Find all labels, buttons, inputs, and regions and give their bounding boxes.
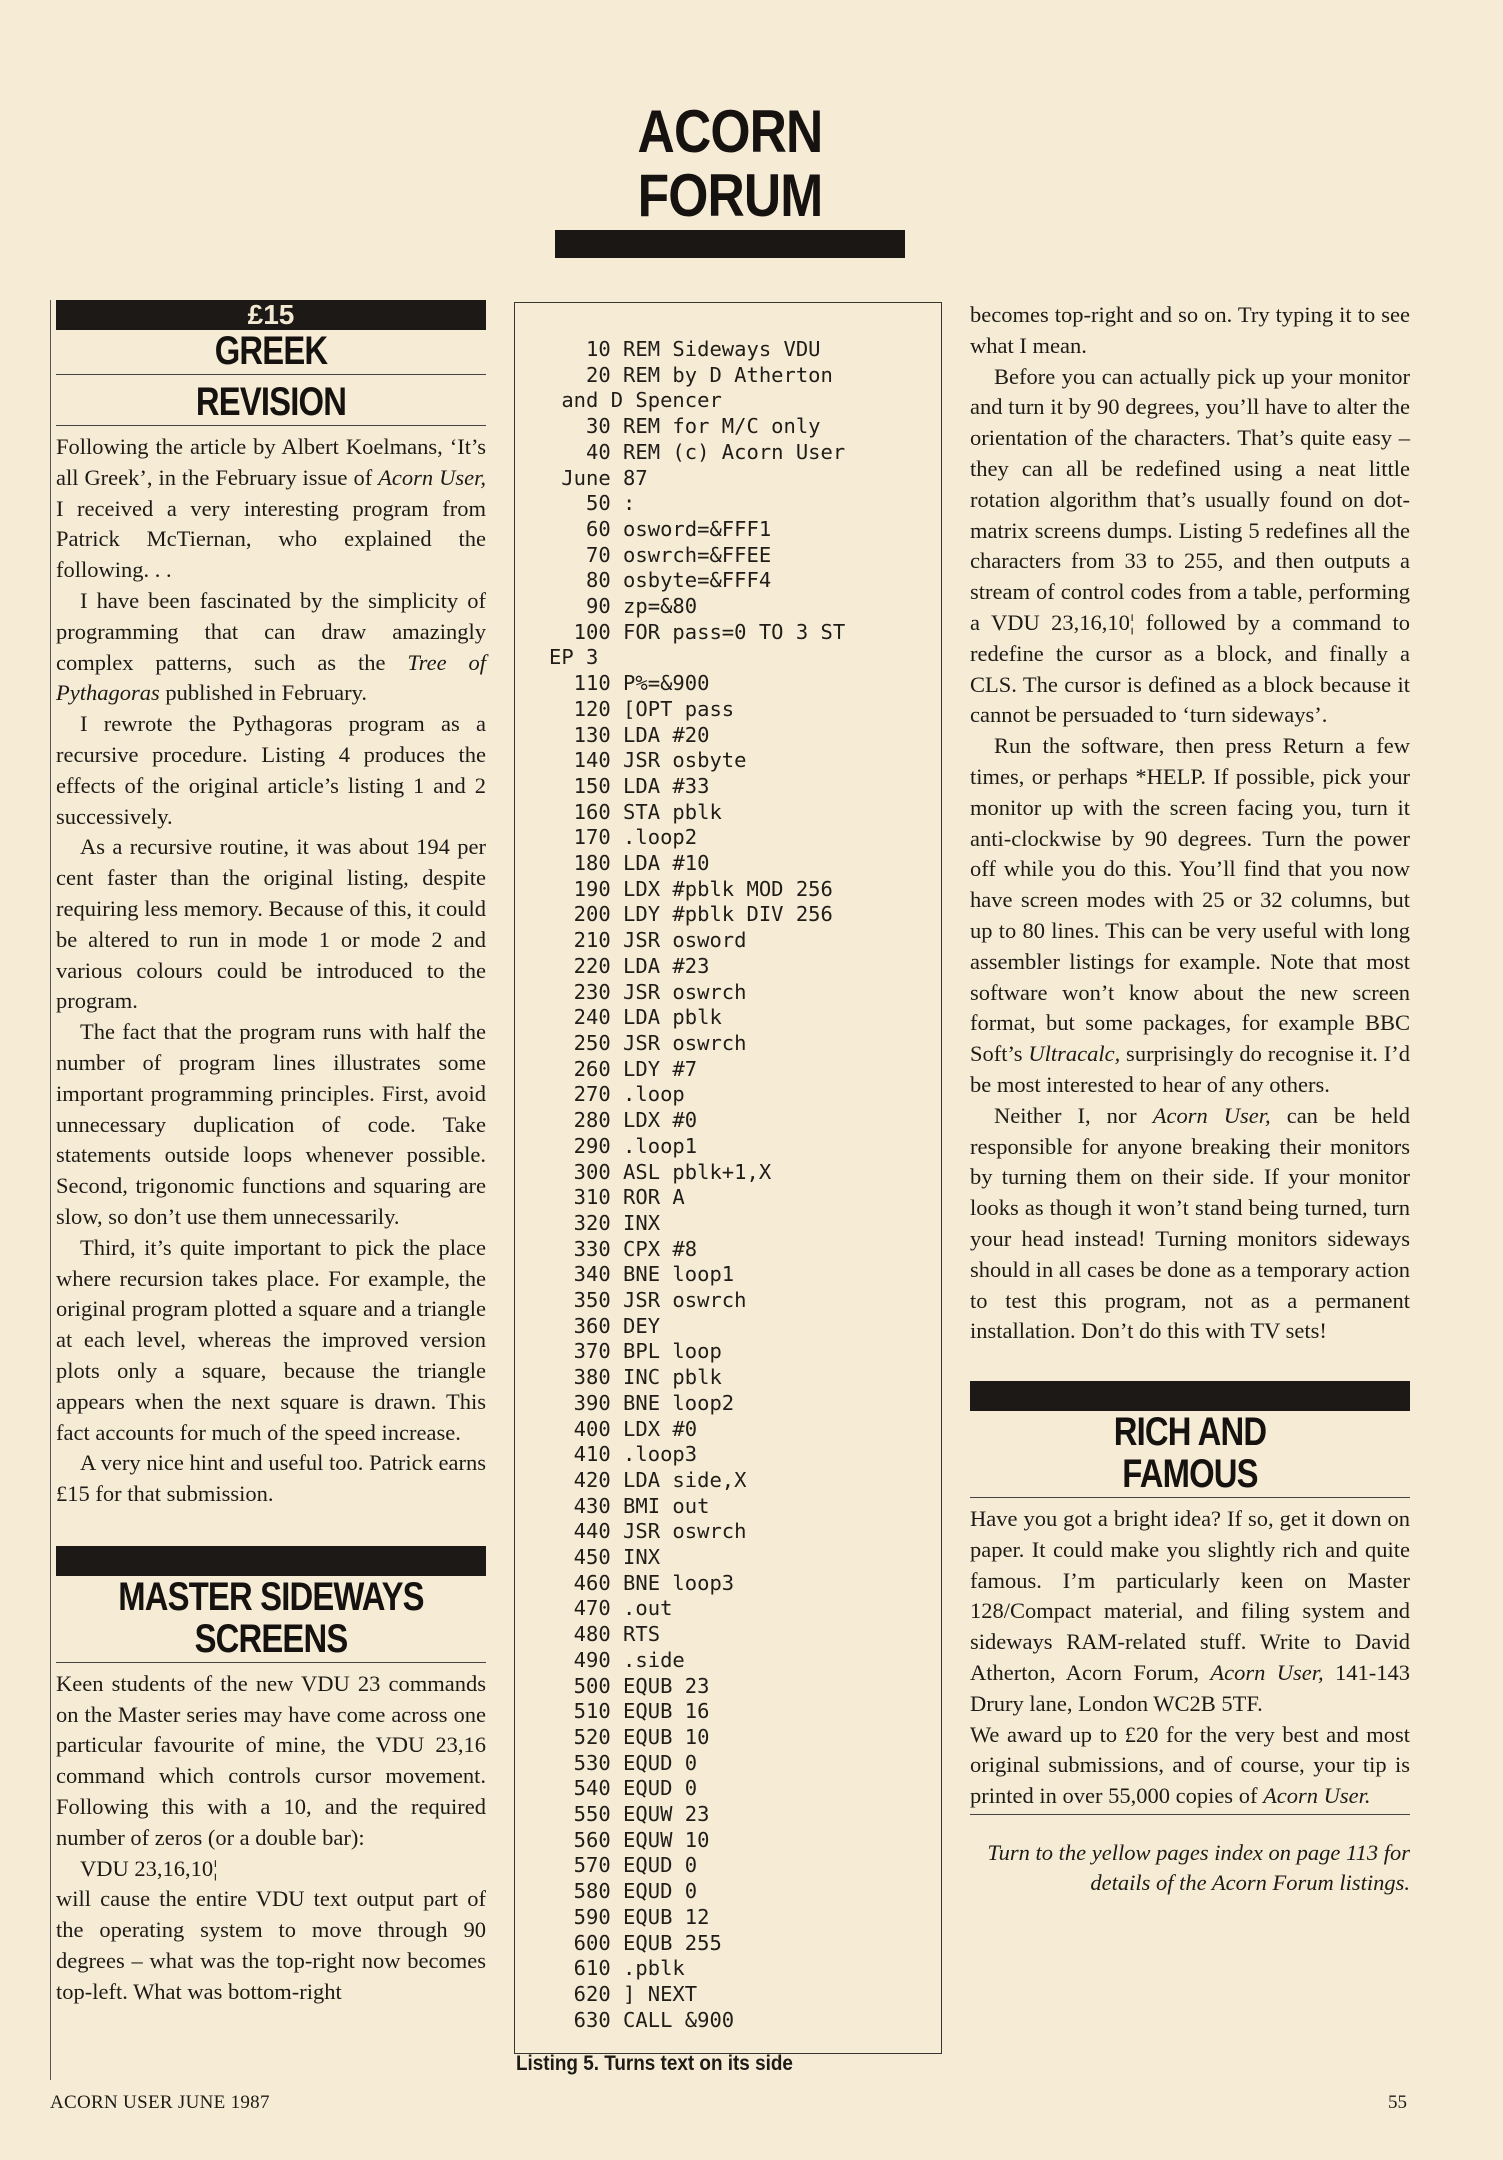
- greek-heading-2: REVISION: [195, 380, 347, 424]
- divider: [970, 1497, 1410, 1498]
- divider: [56, 425, 486, 426]
- greek-paragraph: A very nice hint and useful too. Patrick earns £15 for that submission.: [56, 1450, 486, 1507]
- sideways-paragraph: becomes top-right and so on. Try typing it to see what I mean.: [970, 302, 1410, 358]
- sideways-paragraph: Run the software, then press Return a few times, or perhaps *HELP. If possible, pick your monitor up with the screen facing you, turn it anti-clockwise by 90 degrees. Turn the power off while you do this. You’ll find that you now have screen modes with 25 or 32 columns, but up to 80 lines. This can be very useful with long assembler listings for example. Note that most software won’t know about the new screen format, but some packages, for example BBC Soft’s Ultracalc, surprisingly do recognise it. I’d be most interested to hear of any others.: [970, 733, 1410, 1097]
- section-banner: [56, 1546, 486, 1576]
- column-left: [56, 300, 486, 2008]
- prize-amount: £15: [247, 299, 295, 330]
- sideways-heading-1: MASTER SIDEWAYS: [118, 1574, 424, 1619]
- vdu-command: VDU 23,16,10¦: [80, 1855, 218, 1881]
- masthead-bar: [555, 230, 905, 258]
- sideways-paragraph: Before you can actually pick up your monitor and turn it by 90 degrees, you’ll have to alter the orientation of the characters. That’s quite easy – they can all be redefined using a neat little rotation algorithm that’s usually found on dot-matrix screens dumps. Listing 5 redefines all the characters from 33 to 255, and then outputs a stream of control codes from a table, performing a VDU 23,16,10¦ followed by a command to redefine the cursor as a block, and finally a CLS. The cursor is defined as a block because it cannot be persuaded to ‘turn sideways’.: [970, 363, 1410, 728]
- rich-heading-1: RICH AND: [1113, 1410, 1267, 1455]
- divider: [56, 1662, 486, 1663]
- greek-paragraph: As a recursive routine, it was about 194 per cent faster than the original listing, despite requiring less memory. Because of this, it could be altered to run in mode 1 or mode 2 and various colours could be introduced to the program.: [56, 834, 486, 1014]
- sideways-paragraph: Keen students of the new VDU 23 commands on the Master series may have come across one particular favourite of mine, the VDU 23,16 command which controls cursor movement. Following this with a 10, and the required number of zeros (or a double bar):: [56, 1670, 486, 1850]
- left-rule: [50, 300, 51, 2080]
- greek-paragraph: I have been fascinated by the simplicity of programming that can draw amazingly complex patterns, such as the Tree of Pythagoras published in February.: [56, 587, 486, 706]
- greek-paragraph: I rewrote the Pythagoras program as a recursive procedure. Listing 4 produces the effects of the original article’s listing 1 and 2 successively.: [56, 711, 486, 829]
- prize-banner: [56, 300, 486, 330]
- rich-paragraph: Have you got a bright idea? If so, get it down on paper. It could make you slightly rich and quite famous. I’m particularly keen on Master 128/Compact material, and filing system and sideways RAM-related stuff. Write to David Atherton, Acorn Forum, Acorn User, 141-143 Drury lane, London WC2B 5TF.: [970, 1506, 1410, 1716]
- page-number: 55: [1388, 2092, 1407, 2113]
- masthead: [555, 100, 905, 258]
- sideways-heading-2: SCREENS: [194, 1616, 348, 1661]
- greek-paragraph: Third, it’s quite important to pick the place where recursion takes place. For example, the original program plotted a square and a triangle at each level, whereas the improved version plots only a square, because the triangle appears when the next square is drawn. This fact accounts for much of the speed increase.: [56, 1234, 486, 1445]
- page-title: ACORN FORUM: [637, 98, 823, 229]
- greek-paragraph: Following the article by Albert Koelmans, ‘It’s all Greek’, in the February issue of Acorn User, I received a very interesting program from Patrick McTiernan, who explained the following. . .: [56, 434, 486, 583]
- listings-note: Turn to the yellow pages index on page 113 for details of the Acorn Forum listings.: [987, 1839, 1410, 1896]
- code-listing: [514, 302, 942, 2054]
- listing-code: 10 REM Sideways VDU 20 REM by D Atherton and D Spencer 30 REM for M/C only 40 REM (c) Acorn User June 87 50 : 60 osword=&FFF1 70 oswrch=&FFEE 80 osbyte=&FFF4 90 zp=&80 100 FOR pass=0 TO 3 ST EP 3 110 P%=&900 120 [OPT pass 130 LDA #20 140 JSR osbyte 150 LDA #33 160 STA pblk 170 .loop2 180 LDA #10 190 LDX #pblk MOD 256 200 LDY #pblk DIV 256 210 JSR osword 220 LDA #23 230 JSR oswrch 240 LDA pblk 250 JSR oswrch 260 LDY #7 270 .loop 280 LDX #0 290 .loop1 300 ASL pblk+1,X 310 ROR A 320 INX 330 CPX #8 340 BNE loop1 350 JSR oswrch 360 DEY 370 BPL loop 380 INC pblk 390 BNE loop2 400 LDX #0 410 .loop3 420 LDA side,X 430 BMI out 440 JSR oswrch 450 INX 460 BNE loop3 470 .out 480 RTS 490 .side 500 EQUB 23 510 EQUB 16 520 EQUB 10 530 EQUD 0 540 EQUD 0 550 EQUW 23 560 EQUW 10 570 EQUD 0 580 EQUD 0 590 EQUB 12 600 EQUB 255 610 .pblk 620 ] NEXT 630 CALL &900: [549, 337, 846, 2032]
- sideways-paragraph: Neither I, nor Acorn User, can be held responsible for anyone breaking their monitors by turning them on their side. If your monitor looks as though it won’t stand being turned, turn your head instead! Turning monitors sideways should in all cases be done as a temporary action to test this program, not as a permanent installation. Don’t do this with TV sets!: [970, 1102, 1411, 1344]
- section-banner: [970, 1381, 1410, 1411]
- sideways-paragraph: will cause the entire VDU text output part of the operating system to move through 90 degrees – what was the top-right now becomes top-left. What was bottom-right: [56, 1886, 486, 2004]
- greek-paragraph: The fact that the program runs with half the number of program lines illustrates some important programming principles. First, avoid unnecessary duplication of code. Take statements outside loops whenever possible. Second, trigonomic functions and squaring are slow, so don’t use them unnecessarily.: [56, 1019, 486, 1229]
- footer-issue: ACORN USER JUNE 1987: [50, 2092, 270, 2113]
- rich-heading-2: FAMOUS: [1122, 1452, 1258, 1497]
- rich-paragraph: We award up to £20 for the very best and most original submissions, and of course, your tip is printed in over 55,000 copies of Acorn User.: [970, 1721, 1410, 1809]
- listing-caption: Listing 5. Turns text on its side: [516, 2052, 793, 2075]
- divider: [970, 1814, 1410, 1815]
- greek-heading-1: GREEK: [214, 329, 328, 373]
- column-right: [970, 300, 1410, 1922]
- divider: [56, 374, 486, 375]
